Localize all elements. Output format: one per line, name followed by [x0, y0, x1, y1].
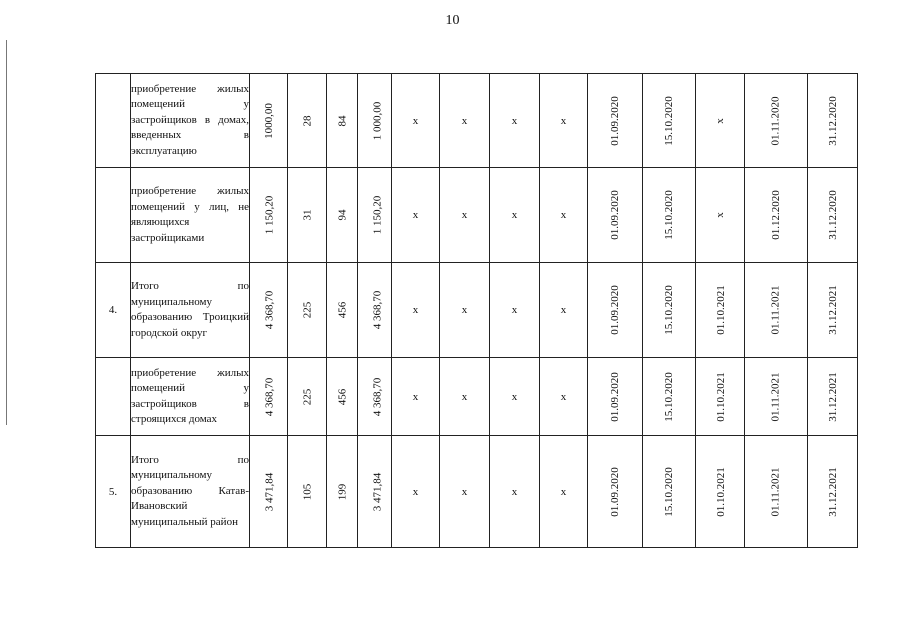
cell-c1: 225 [301, 388, 313, 405]
cell-name: приобретение жилых помещений у застройщиков в домах, введенных в эксплуатацию [131, 82, 249, 157]
total-amount [250, 168, 288, 263]
cell-c2: 456 [336, 301, 348, 319]
total-amount [250, 436, 288, 548]
cross-mark [490, 74, 540, 168]
cell-c3: 1 000,00 [371, 101, 384, 140]
cell-d4: 01.12.2020 [770, 190, 782, 240]
cross-mark [392, 168, 440, 263]
margin-line [6, 40, 7, 425]
table-row [96, 436, 858, 548]
cell-x4: x [560, 390, 567, 403]
cell-c3: 3 471,84 [371, 472, 384, 511]
cross-mark [540, 436, 588, 548]
cell-x3: x [511, 304, 518, 316]
persons-count [327, 74, 358, 168]
date-2 [643, 168, 696, 263]
row-name [131, 436, 250, 548]
cell-d3: 01.10.2021 [714, 466, 727, 517]
row-number [96, 358, 131, 436]
cross-mark [392, 74, 440, 168]
cell-x3: x [511, 390, 518, 403]
date-2 [643, 358, 696, 436]
row-number [96, 168, 131, 263]
cell-total: 1 150,20 [263, 195, 276, 235]
cell-x2: x [461, 485, 468, 498]
amount-value [358, 436, 392, 548]
cell-d1: 01.09.2020 [609, 190, 621, 240]
table-row [96, 168, 858, 263]
cross-mark [540, 168, 588, 263]
persons-count [327, 168, 358, 263]
cross-mark [392, 358, 440, 436]
date-5 [808, 74, 858, 168]
date-1 [588, 358, 643, 436]
amount-value [358, 263, 392, 358]
cell-name: приобретение жилых помещений у лиц, не являющихся застройщиками [131, 185, 249, 244]
page-number: 10 [445, 13, 460, 28]
cell-name: приобретение жилых помещений у застройщиков в строящихся домах [131, 366, 249, 425]
cross-mark [440, 168, 490, 263]
cell-d5: 31.12.2021 [826, 285, 839, 335]
cross-mark [540, 74, 588, 168]
date-4 [745, 263, 808, 358]
cell-d2: 15.10.2020 [663, 190, 675, 240]
cross-mark [490, 263, 540, 358]
cross-mark [392, 263, 440, 358]
cell-name: Итого по муниципальному образованию Троицкий городской округ [131, 280, 249, 339]
date-3 [696, 358, 745, 436]
cell-x2: x [461, 304, 468, 316]
cell-c1: 225 [301, 301, 313, 319]
housing-program-table [95, 73, 858, 548]
cell-d5: 31.12.2020 [826, 95, 839, 146]
table-row [96, 358, 858, 436]
cell-x4: x [560, 209, 567, 221]
cell-c3: 4 368,70 [371, 290, 384, 330]
cell-c1: 105 [301, 483, 313, 500]
cross-mark [540, 358, 588, 436]
cell-total: 4 368,70 [263, 290, 276, 330]
date-3 [696, 436, 745, 548]
date-3 [696, 74, 745, 168]
cell-x4: x [560, 114, 567, 127]
cell-num: 4. [108, 304, 118, 316]
families-count [288, 168, 327, 263]
cross-mark [440, 74, 490, 168]
cell-d1: 01.09.2020 [609, 95, 621, 146]
date-5 [808, 436, 858, 548]
cell-d3: x [714, 212, 726, 218]
total-amount [250, 358, 288, 436]
cell-x1: x [412, 114, 419, 127]
cross-mark [540, 263, 588, 358]
cell-x1: x [412, 390, 419, 403]
cross-mark [440, 436, 490, 548]
cell-x1: x [412, 209, 419, 221]
cell-x2: x [461, 390, 468, 403]
cell-d1: 01.09.2020 [609, 285, 621, 335]
date-2 [643, 436, 696, 548]
row-name [131, 168, 250, 263]
row-name [131, 358, 250, 436]
families-count [288, 436, 327, 548]
cell-d2: 15.10.2020 [663, 371, 675, 422]
cell-d2: 15.10.2020 [663, 466, 675, 517]
cell-x3: x [511, 485, 518, 498]
total-amount [250, 74, 288, 168]
row-number [96, 74, 131, 168]
cell-d5: 31.12.2020 [826, 190, 839, 240]
date-1 [588, 74, 643, 168]
amount-value [358, 168, 392, 263]
cell-x1: x [412, 485, 419, 498]
cross-mark [490, 436, 540, 548]
date-4 [745, 168, 808, 263]
cell-name: Итого по муниципальному образованию Катав-Ивановский муниципальный район [131, 453, 249, 528]
date-5 [808, 358, 858, 436]
cell-x3: x [511, 209, 518, 221]
cell-num: 5. [108, 485, 118, 498]
cell-total: 1000,00 [262, 102, 275, 139]
table-row [96, 263, 858, 358]
cell-d3: 01.10.2021 [714, 371, 727, 422]
date-2 [643, 74, 696, 168]
cell-x2: x [461, 209, 468, 221]
cell-total: 4 368,70 [263, 377, 276, 416]
cell-d1: 01.09.2020 [609, 466, 621, 517]
date-1 [588, 168, 643, 263]
families-count [288, 74, 327, 168]
cell-x1: x [412, 304, 419, 316]
date-3 [696, 168, 745, 263]
cell-c2: 199 [336, 483, 348, 500]
families-count [288, 358, 327, 436]
date-4 [745, 74, 808, 168]
cell-d4: 01.11.2021 [770, 371, 782, 422]
amount-value [358, 74, 392, 168]
cell-d5: 31.12.2021 [826, 371, 839, 422]
cell-d4: 01.11.2020 [770, 95, 782, 146]
date-4 [745, 358, 808, 436]
cell-x3: x [511, 114, 518, 127]
families-count [288, 263, 327, 358]
cell-x4: x [560, 304, 567, 316]
date-3 [696, 263, 745, 358]
persons-count [327, 436, 358, 548]
cell-c2: 94 [336, 209, 348, 221]
cell-total: 3 471,84 [263, 472, 276, 511]
amount-value [358, 358, 392, 436]
cross-mark [440, 358, 490, 436]
cell-d3: x [714, 117, 726, 124]
cell-c3: 4 368,70 [371, 377, 384, 416]
date-1 [588, 263, 643, 358]
cell-c1: 28 [301, 115, 313, 126]
date-5 [808, 263, 858, 358]
row-number [96, 263, 131, 358]
cell-d4: 01.11.2021 [770, 466, 782, 517]
cell-x4: x [560, 485, 567, 498]
date-2 [643, 263, 696, 358]
total-amount [250, 263, 288, 358]
cross-mark [440, 263, 490, 358]
cell-d1: 01.09.2020 [609, 371, 621, 422]
cross-mark [392, 436, 440, 548]
cell-d2: 15.10.2020 [663, 285, 675, 335]
table-row [96, 74, 858, 168]
cell-x2: x [461, 114, 468, 127]
cell-d2: 15.10.2020 [663, 95, 675, 146]
cross-mark [490, 168, 540, 263]
cell-d5: 31.12.2021 [826, 466, 839, 517]
cell-d4: 01.11.2021 [770, 285, 782, 335]
row-name [131, 263, 250, 358]
cell-d3: 01.10.2021 [714, 285, 727, 335]
row-name [131, 74, 250, 168]
date-1 [588, 436, 643, 548]
cell-c2: 84 [336, 115, 348, 126]
cross-mark [490, 358, 540, 436]
persons-count [327, 263, 358, 358]
persons-count [327, 358, 358, 436]
row-number [96, 436, 131, 548]
cell-c1: 31 [301, 209, 313, 221]
cell-c3: 1 150,20 [371, 195, 384, 235]
date-4 [745, 436, 808, 548]
cell-c2: 456 [336, 388, 348, 405]
date-5 [808, 168, 858, 263]
